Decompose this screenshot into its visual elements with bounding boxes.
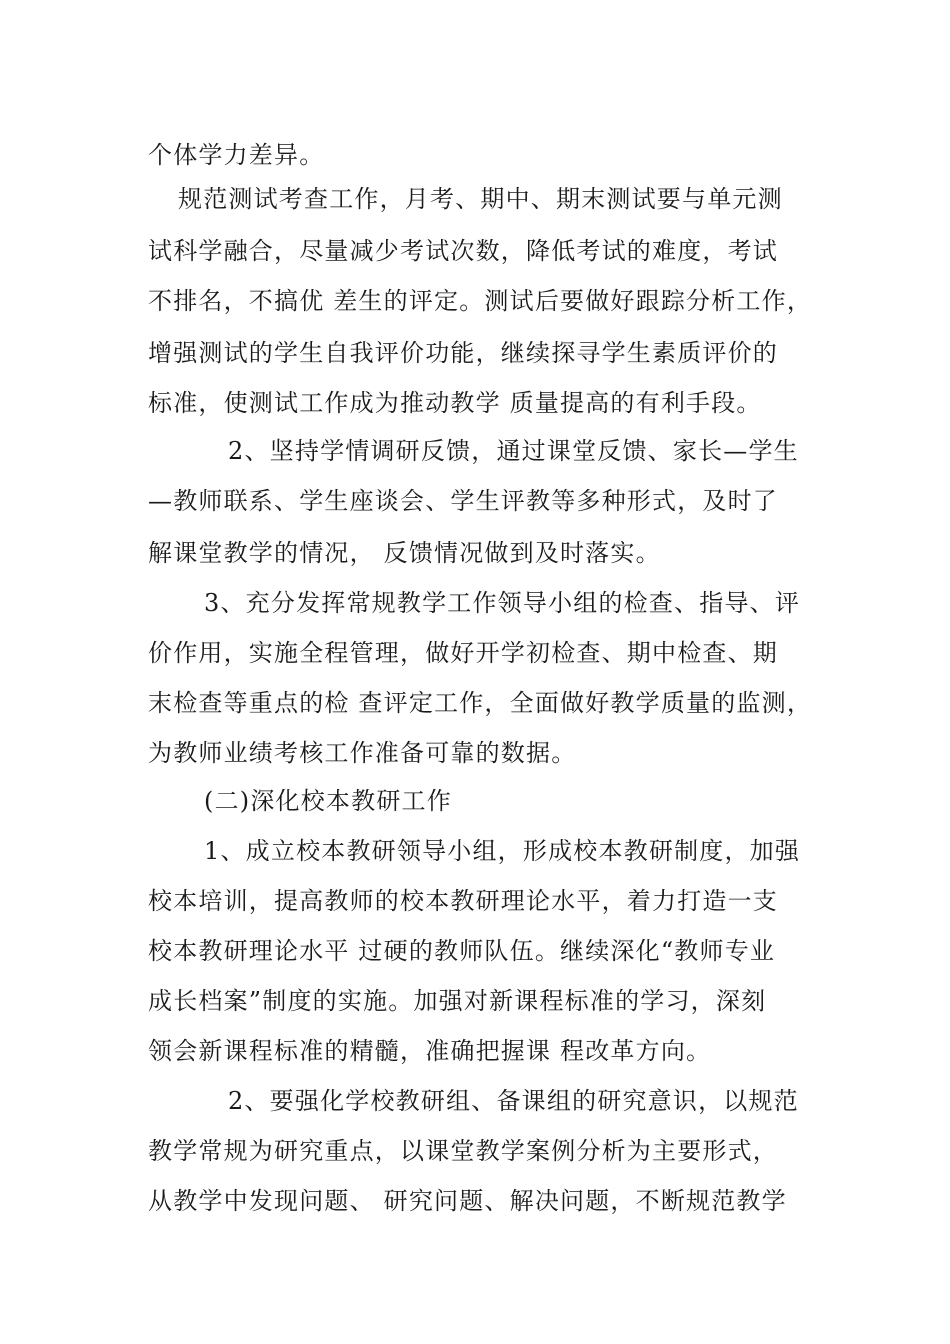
text-line-9: 解课堂教学的情况， 反馈情况做到及时落实。 (148, 539, 661, 567)
text-line-11: 价作用，实施全程管理，做好开学初检查、期中检查、期 (148, 639, 778, 667)
text-line-18: 成长档案”制度的实施。加强对新课程标准的学习，深刻 (148, 987, 767, 1015)
text-line-17: 校本教研理论水平 过硬的教师队伍。继续深化“教师专业 (148, 937, 776, 965)
text-line-2: 规范测试考查工作，月考、期中、期末测试要与单元测 (178, 185, 783, 213)
text-line-1: 个体学力差异。 (148, 141, 325, 169)
text-line-20: 2、要强化学校教研组、备课组的研究意识，以规范 (228, 1087, 799, 1115)
text-line-13: 为教师业绩考核工作准备可靠的数据。 (148, 739, 577, 767)
text-line-7: 2、坚持学情调研反馈，通过课堂反馈、家长—学生 (228, 437, 799, 465)
text-line-5: 增强测试的学生自我评价功能，继续探寻学生素质评价的 (148, 339, 778, 367)
section-heading: (二)深化校本教研工作 (204, 787, 452, 815)
text-line-3: 试科学融合，尽量减少考试次数，降低考试的难度，考试 (148, 237, 778, 265)
text-line-10: 3、充分发挥常规教学工作领导小组的检查、指导、评 (204, 589, 801, 617)
text-line-22: 从教学中发现问题、 研究问题、解决问题，不断规范教学 (148, 1187, 787, 1215)
text-line-21: 教学常规为研究重点，以课堂教学案例分析为主要形式， (148, 1137, 778, 1165)
text-line-15: 1、成立校本教研领导小组，形成校本教研制度，加强 (204, 837, 801, 865)
text-line-4: 不排名，不搞优 差生的评定。测试后要做好跟踪分析工作， (148, 287, 813, 315)
text-line-19: 领会新课程标准的精髓，准确把握课 程改革方向。 (148, 1037, 712, 1065)
text-line-12: 末检查等重点的检 查评定工作，全面做好教学质量的监测， (148, 689, 813, 717)
text-line-16: 校本培训，提高教师的校本教研理论水平，着力打造一支 (148, 887, 778, 915)
text-line-8: —教师联系、学生座谈会、学生评教等多种形式，及时了 (148, 487, 778, 515)
text-line-6: 标准，使测试工作成为推动教学 质量提高的有利手段。 (148, 389, 762, 417)
